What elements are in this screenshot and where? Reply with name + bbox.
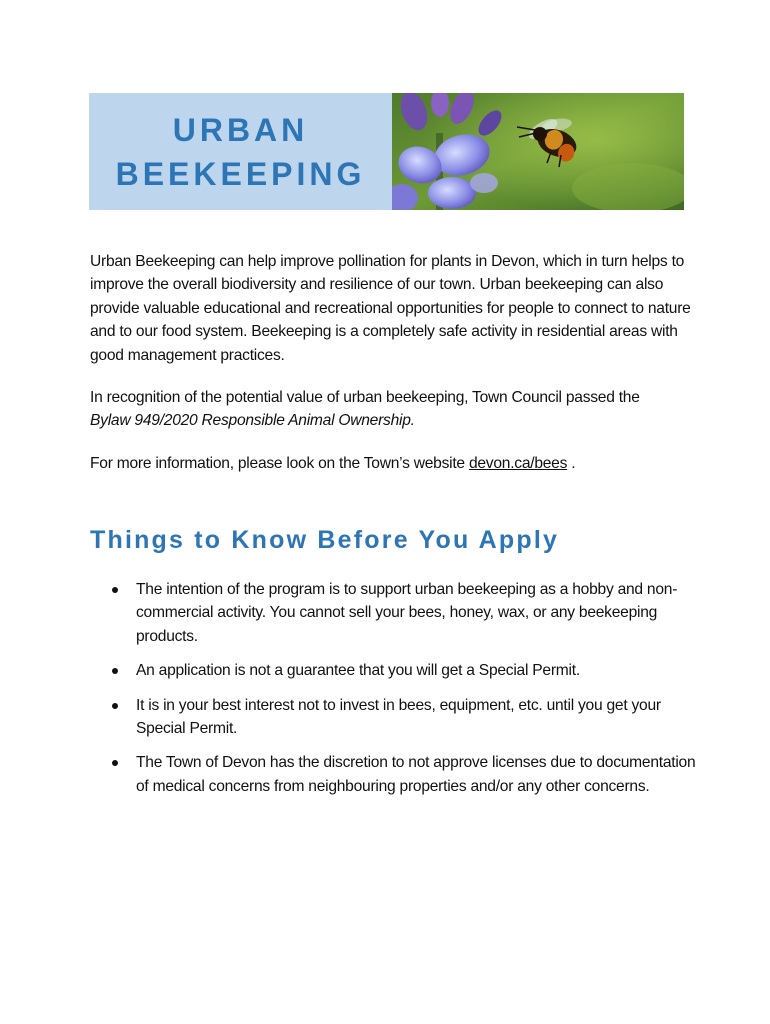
more-info-paragraph xyxy=(90,452,710,475)
bylaw-paragraph xyxy=(90,386,710,433)
website-link[interactable]: devon.ca/bees xyxy=(468,454,568,472)
bullet-icon xyxy=(112,760,118,766)
banner-title-line-1: URBAN xyxy=(172,111,309,148)
list-item xyxy=(112,751,702,798)
list-item xyxy=(112,578,702,648)
bee-on-lupine-photo xyxy=(392,93,684,210)
more-info-text: For more information, please look on the Town’s website xyxy=(90,454,465,472)
list-item-text: An application is not a guarantee that you will get a Special Permit. xyxy=(136,662,580,680)
bullet-icon xyxy=(112,587,118,593)
list-item xyxy=(112,694,702,741)
header-banner xyxy=(89,93,684,210)
bullet-icon xyxy=(112,668,118,674)
banner-title-block xyxy=(89,93,392,210)
more-info-end: . xyxy=(567,454,576,472)
list-item-text: The intention of the program is to support urban beekeeping as a hobby and non-commercial activity. You cannot sell your bees, honey, wax, or any beekeeping products. xyxy=(136,581,678,645)
list-item xyxy=(112,659,702,682)
section-heading: Things to Know Before You Apply xyxy=(90,526,560,554)
intro-paragraph: Urban Beekeeping can help improve pollination for plants in Devon, which in turn helps to improve the overall biodiversity and resilience of our town. Urban beekeeping can also provide valuable educational and recreational opportunities for people to connect to nature and to our food system. Beekeeping is a completely safe activity in residential areas with good management practices. xyxy=(90,253,691,364)
banner-title-line-2: BEEKEEPING xyxy=(115,155,366,192)
requirements-list xyxy=(112,578,702,809)
list-item-text: The Town of Devon has the discretion to not approve licenses due to documentation of medical concerns from neighbouring properties and/or any other concerns. xyxy=(136,754,696,795)
bullet-icon xyxy=(112,703,118,709)
intro-content xyxy=(90,250,710,475)
bylaw-text: In recognition of the potential value of urban beekeeping, Town Council passed the xyxy=(90,389,640,407)
list-item-text: It is in your best interest not to invest in bees, equipment, etc. until you get your Special Permit. xyxy=(136,696,661,738)
bylaw-name: Bylaw 949/2020 Responsible Animal Ownership. xyxy=(90,412,415,430)
